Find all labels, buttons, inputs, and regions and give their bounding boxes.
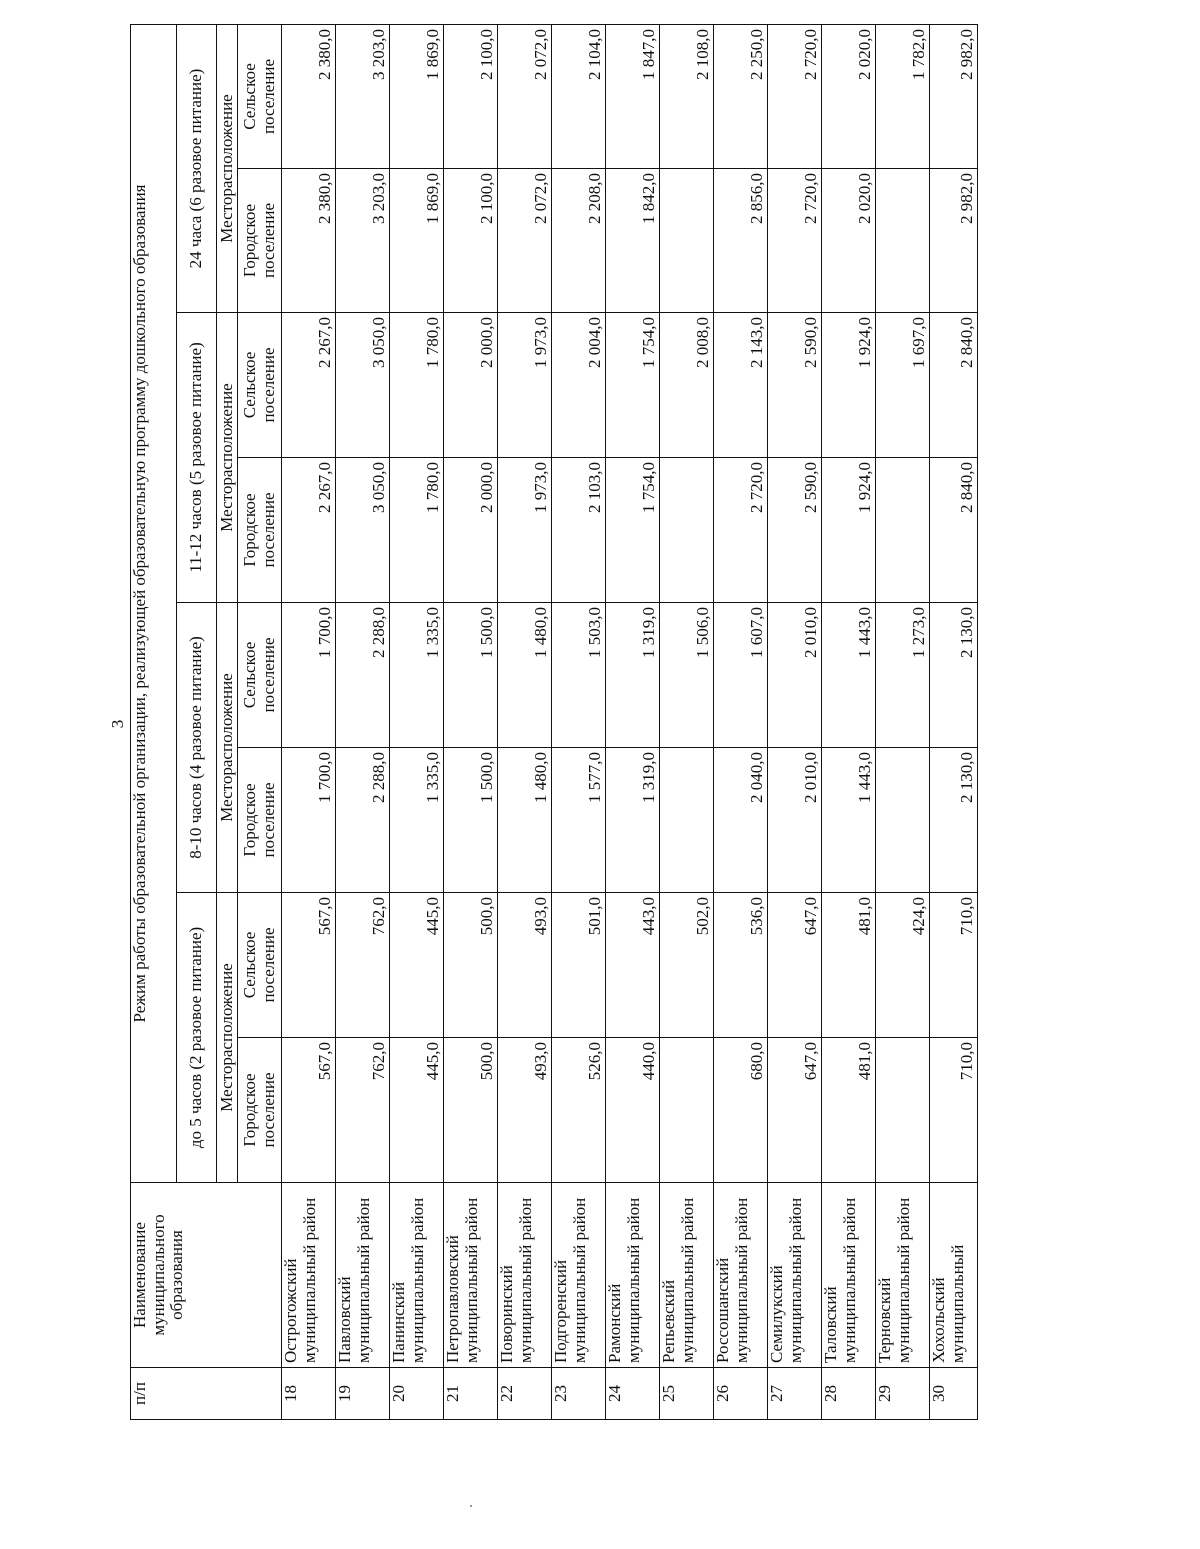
cost-value: 2 856,0: [714, 169, 768, 313]
cost-value: [660, 458, 714, 603]
tariff-table: [130, 24, 978, 1420]
row-number: 21: [444, 1368, 498, 1420]
header-urban: Городское поселение: [238, 748, 282, 893]
cost-value: 2 104,0: [552, 25, 606, 169]
cost-value: 2 100,0: [444, 25, 498, 169]
cost-value: 1 754,0: [606, 313, 660, 458]
header-num: п/п: [131, 1368, 282, 1420]
municipality-name: Петропавловский муниципальный район: [444, 1183, 498, 1368]
cost-value: 2 840,0: [930, 458, 978, 603]
header-location-2: Месторасположение: [217, 603, 238, 893]
cost-value: 1 700,0: [282, 748, 336, 893]
cost-value: 440,0: [606, 1038, 660, 1183]
header-rural: Сельское поселение: [238, 25, 282, 169]
cost-value: 2 008,0: [660, 313, 714, 458]
header-rural: Сельское поселение: [238, 893, 282, 1038]
cost-value: 2 250,0: [714, 25, 768, 169]
header-location-4: Месторасположение: [217, 25, 238, 313]
municipality-name: Рамонский муниципальный район: [606, 1183, 660, 1368]
municipality-name: Репьевский муниципальный район: [660, 1183, 714, 1368]
table-row: [444, 25, 498, 1420]
cost-value: 493,0: [498, 893, 552, 1038]
municipality-name: Таловский муниципальный район: [822, 1183, 876, 1368]
cost-value: 1 500,0: [444, 603, 498, 748]
cost-value: 536,0: [714, 893, 768, 1038]
header-mode-2: 8-10 часов (4 разовое питание): [177, 603, 217, 893]
cost-value: 2 010,0: [768, 603, 822, 748]
cost-value: 2 982,0: [930, 25, 978, 169]
header-urban: Городское поселение: [238, 458, 282, 603]
row-number: 22: [498, 1368, 552, 1420]
cost-value: 2 288,0: [336, 748, 390, 893]
municipality-name: Поворинский муниципальный район: [498, 1183, 552, 1368]
cost-value: 1 782,0: [876, 25, 930, 169]
cost-value: 1 842,0: [606, 169, 660, 313]
cost-value: 526,0: [552, 1038, 606, 1183]
table-row: [552, 25, 606, 1420]
header-regime: Режим работы образовательной организации, реализующей образовательную программу дошкольного образования: [131, 25, 177, 1183]
cost-value: 2 840,0: [930, 313, 978, 458]
table-row: [390, 25, 444, 1420]
cost-value: 2 380,0: [282, 25, 336, 169]
cost-value: 2 267,0: [282, 458, 336, 603]
cost-value: [660, 1038, 714, 1183]
cost-value: [660, 748, 714, 893]
table-row: [660, 25, 714, 1420]
row-number: 26: [714, 1368, 768, 1420]
table-row: [336, 25, 390, 1420]
header-mode-4: 24 часа (6 разовое питание): [177, 25, 217, 313]
cost-value: 443,0: [606, 893, 660, 1038]
cost-value: 2 103,0: [552, 458, 606, 603]
header-urban: Городское поселение: [238, 169, 282, 313]
municipality-name: Панинский муниципальный район: [390, 1183, 444, 1368]
row-number: 19: [336, 1368, 390, 1420]
row-number: 29: [876, 1368, 930, 1420]
header-name: Наименование муниципального образования: [131, 1183, 282, 1368]
cost-value: [876, 169, 930, 313]
cost-value: [876, 748, 930, 893]
cost-value: 2 072,0: [498, 25, 552, 169]
cost-value: 1 503,0: [552, 603, 606, 748]
cost-value: 1 500,0: [444, 748, 498, 893]
cost-value: 1 847,0: [606, 25, 660, 169]
row-number: 25: [660, 1368, 714, 1420]
row-number: 30: [930, 1368, 978, 1420]
row-number: 27: [768, 1368, 822, 1420]
cost-value: 567,0: [282, 893, 336, 1038]
cost-value: 445,0: [390, 893, 444, 1038]
cost-value: 2 004,0: [552, 313, 606, 458]
cost-value: 2 072,0: [498, 169, 552, 313]
municipality-name: Хохольский муниципальный: [930, 1183, 978, 1368]
table-row: [282, 25, 336, 1420]
scan-speck: [470, 1505, 472, 1507]
cost-value: 2 982,0: [930, 169, 978, 313]
cost-value: 2 130,0: [930, 748, 978, 893]
cost-value: 445,0: [390, 1038, 444, 1183]
municipality-name: Павловский муниципальный район: [336, 1183, 390, 1368]
cost-value: 762,0: [336, 1038, 390, 1183]
cost-value: 1 607,0: [714, 603, 768, 748]
cost-value: 2 208,0: [552, 169, 606, 313]
row-number: 23: [552, 1368, 606, 1420]
cost-value: 1 319,0: [606, 748, 660, 893]
cost-value: 2 720,0: [714, 458, 768, 603]
header-urban: Городское поселение: [238, 1038, 282, 1183]
cost-value: 1 443,0: [822, 603, 876, 748]
cost-value: 3 050,0: [336, 313, 390, 458]
cost-value: 1 780,0: [390, 313, 444, 458]
cost-value: 2 590,0: [768, 458, 822, 603]
cost-value: 710,0: [930, 893, 978, 1038]
cost-value: 2 020,0: [822, 25, 876, 169]
header-location-1: Месторасположение: [217, 893, 238, 1183]
cost-value: 2 288,0: [336, 603, 390, 748]
cost-value: 1 335,0: [390, 603, 444, 748]
cost-value: 647,0: [768, 893, 822, 1038]
cost-value: 1 273,0: [876, 603, 930, 748]
table-row: [714, 25, 768, 1420]
cost-value: 481,0: [822, 893, 876, 1038]
cost-value: 1 506,0: [660, 603, 714, 748]
municipality-name: Подгоренский муниципальный район: [552, 1183, 606, 1368]
cost-value: 502,0: [660, 893, 714, 1038]
cost-value: 2 380,0: [282, 169, 336, 313]
cost-value: 3 203,0: [336, 25, 390, 169]
cost-value: 3 050,0: [336, 458, 390, 603]
header-rural: Сельское поселение: [238, 313, 282, 458]
cost-value: 680,0: [714, 1038, 768, 1183]
cost-value: 2 267,0: [282, 313, 336, 458]
cost-value: 1 700,0: [282, 603, 336, 748]
cost-value: 2 143,0: [714, 313, 768, 458]
cost-value: 481,0: [822, 1038, 876, 1183]
municipality-name: Терновский муниципальный район: [876, 1183, 930, 1368]
cost-value: 1 924,0: [822, 313, 876, 458]
cost-value: 2 720,0: [768, 25, 822, 169]
cost-value: 2 100,0: [444, 169, 498, 313]
cost-value: 501,0: [552, 893, 606, 1038]
cost-value: 500,0: [444, 893, 498, 1038]
cost-value: 1 480,0: [498, 748, 552, 893]
page-number: 3: [108, 719, 127, 729]
table-row: [930, 25, 978, 1420]
cost-value: [876, 458, 930, 603]
municipality-name: Россошанский муниципальный район: [714, 1183, 768, 1368]
cost-value: 500,0: [444, 1038, 498, 1183]
cost-value: 493,0: [498, 1038, 552, 1183]
cost-value: 2 108,0: [660, 25, 714, 169]
cost-value: 1 754,0: [606, 458, 660, 603]
cost-value: 1 697,0: [876, 313, 930, 458]
cost-value: 2 590,0: [768, 313, 822, 458]
header-rural: Сельское поселение: [238, 603, 282, 748]
cost-value: 3 203,0: [336, 169, 390, 313]
cost-value: 647,0: [768, 1038, 822, 1183]
cost-value: [876, 1038, 930, 1183]
cost-value: 1 319,0: [606, 603, 660, 748]
cost-value: 1 973,0: [498, 313, 552, 458]
cost-value: 2 720,0: [768, 169, 822, 313]
row-number: 20: [390, 1368, 444, 1420]
cost-value: 424,0: [876, 893, 930, 1038]
cost-value: 762,0: [336, 893, 390, 1038]
header-mode-3: 11-12 часов (5 разовое питание): [177, 313, 217, 603]
cost-value: 1 577,0: [552, 748, 606, 893]
cost-value: 1 443,0: [822, 748, 876, 893]
cost-value: 1 869,0: [390, 169, 444, 313]
table-row: [768, 25, 822, 1420]
cost-value: 2 010,0: [768, 748, 822, 893]
cost-value: 1 335,0: [390, 748, 444, 893]
cost-value: 1 869,0: [390, 25, 444, 169]
cost-value: 2 040,0: [714, 748, 768, 893]
header-location-3: Месторасположение: [217, 313, 238, 603]
header-row-1: [131, 25, 177, 1420]
municipality-name: Семилукский муниципальный район: [768, 1183, 822, 1368]
rotated-table-container: [130, 25, 990, 1420]
cost-value: 710,0: [930, 1038, 978, 1183]
table-row: [876, 25, 930, 1420]
cost-value: 1 480,0: [498, 603, 552, 748]
cost-value: 1 924,0: [822, 458, 876, 603]
cost-value: [660, 169, 714, 313]
header-mode-1: до 5 часов (2 разовое питание): [177, 893, 217, 1183]
cost-value: 2 000,0: [444, 458, 498, 603]
row-number: 24: [606, 1368, 660, 1420]
table-row: [822, 25, 876, 1420]
cost-value: 2 000,0: [444, 313, 498, 458]
cost-value: 567,0: [282, 1038, 336, 1183]
cost-value: 2 020,0: [822, 169, 876, 313]
cost-value: 1 780,0: [390, 458, 444, 603]
cost-value: 1 973,0: [498, 458, 552, 603]
municipality-name: Острогожский муниципальный район: [282, 1183, 336, 1368]
cost-value: 2 130,0: [930, 603, 978, 748]
row-number: 18: [282, 1368, 336, 1420]
row-number: 28: [822, 1368, 876, 1420]
table-row: [606, 25, 660, 1420]
table-row: [498, 25, 552, 1420]
